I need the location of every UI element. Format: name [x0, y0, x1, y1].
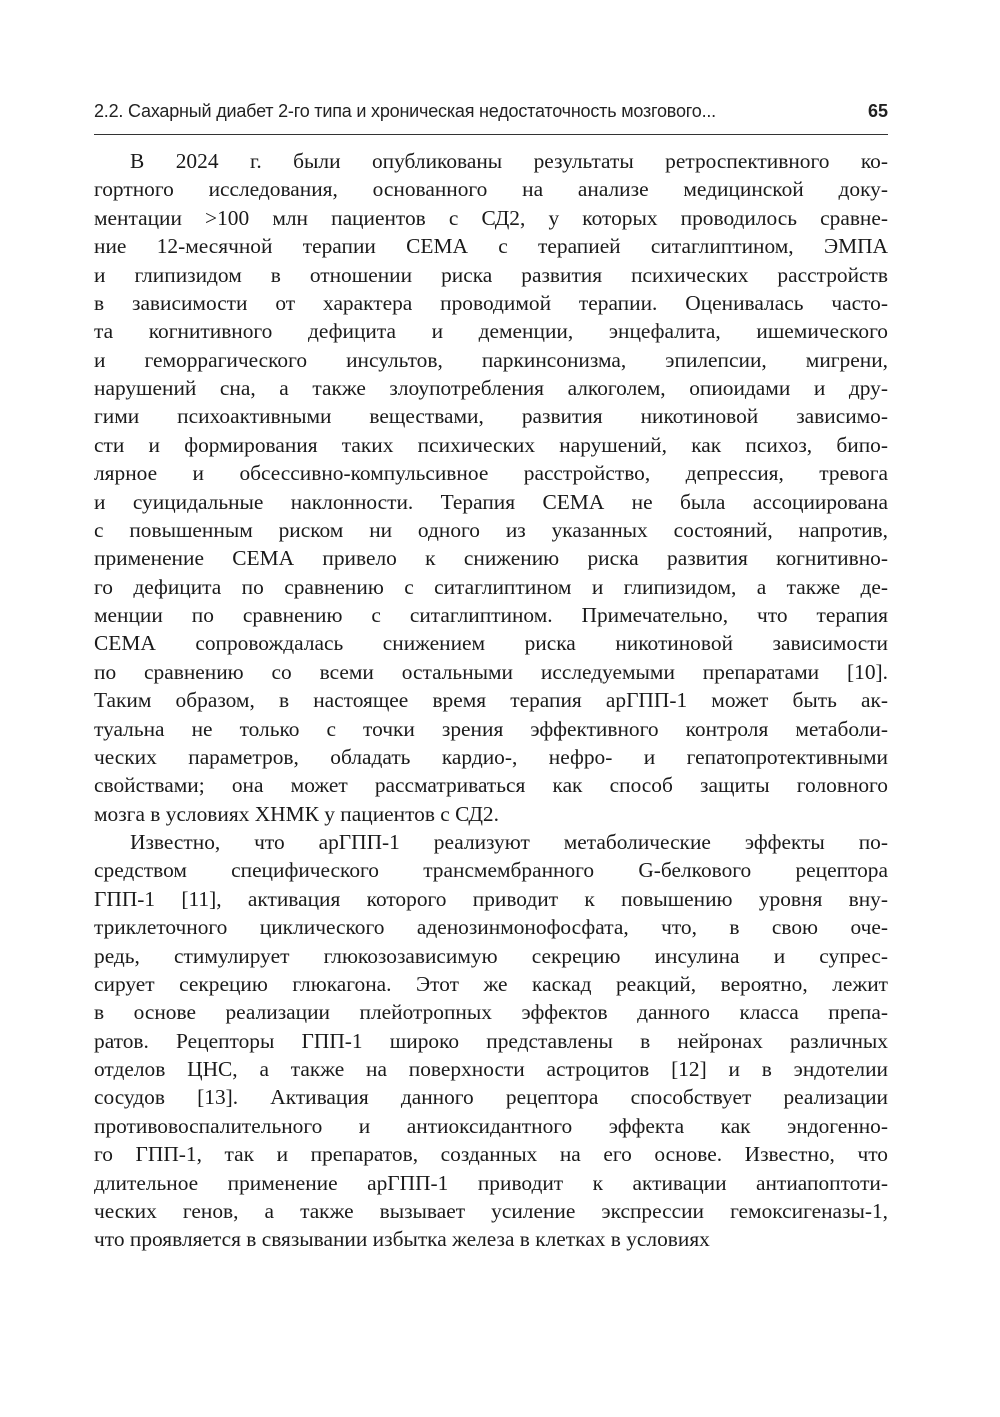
text-line: средством специфического трансмембранного G-белкового рецептора: [94, 858, 888, 883]
running-header: [94, 101, 888, 133]
text-line: применение СЕМА привело к снижению риска развития когнитивно-: [94, 546, 888, 571]
text-line: ратов. Рецепторы ГПП-1 широко представлены в нейронах различных: [94, 1028, 888, 1053]
page-body: [94, 147, 888, 1254]
text-line: сирует секрецию глюкагона. Этот же каскад реакций, вероятно, лежит: [94, 971, 888, 996]
text-line: отделов ЦНС, а также на поверхности астроцитов [12] и в эндотелии: [94, 1057, 888, 1081]
text-line: противовоспалительного и антиоксидантного эффекта как эндогенно-: [94, 1113, 888, 1138]
text-line: длительное применение арГПП-1 приводит к активации антиапоптоти-: [94, 1170, 888, 1195]
paragraph: [94, 147, 888, 828]
text-line: сосудов [13]. Активация данного рецептора способствует реализации: [94, 1085, 888, 1110]
text-line: с повышенным риском ни одного из указанных состояний, напротив,: [94, 517, 888, 542]
text-line: и геморрагического инсультов, паркинсонизма, эпилепсии, мигрени,: [94, 347, 888, 372]
text-line: го дефицита по сравнению с ситаглиптином и глипизидом, а также де-: [94, 574, 888, 599]
text-line: по сравнению со всеми остальными исследуемыми препаратами [10].: [94, 659, 888, 684]
text-line: в зависимости от характера проводимой терапии. Оценивалась часто-: [94, 290, 888, 315]
text-line: туальна не только с точки зрения эффективного контроля метаболи-: [94, 716, 888, 741]
text-line: что проявляется в связывании избытка железа в клетках в условиях: [94, 1227, 710, 1252]
text-line: редь, стимулирует глюкозозависимую секрецию инсулина и супрес-: [94, 943, 888, 968]
page-number: 65: [867, 101, 888, 121]
text-line: и суицидальные наклонности. Терапия СЕМА не была ассоциирована: [94, 489, 888, 514]
text-line: свойствами; она может рассматриваться как способ защиты головного: [94, 773, 888, 798]
text-line: ческих генов, а также вызывает усиление экспрессии гемоксигеназы-1,: [94, 1198, 888, 1223]
paragraph: [94, 828, 888, 1254]
text-line: нарушений сна, а также злоупотребления алкоголем, опиоидами и дру-: [94, 376, 888, 400]
text-line: мозга в условиях ХНМК у пациентов с СД2.: [94, 801, 499, 826]
text-line: ческих параметров, обладать кардио-, нефро- и гепатопротективными: [94, 744, 888, 769]
text-line: Известно, что арГПП-1 реализуют метаболические эффекты по-: [130, 830, 888, 854]
text-line: гими психоактивными веществами, развития никотиновой зависимо-: [94, 404, 888, 429]
text-line: та когнитивного дефицита и деменции, энцефалита, ишемического: [94, 319, 888, 344]
text-line: гортного исследования, основанного на анализе медицинской доку-: [94, 177, 888, 202]
text-line: лярное и обсессивно-компульсивное расстройство, депрессия, тревога: [94, 461, 888, 486]
text-line: менции по сравнению с ситаглиптином. Примечательно, что терапия: [94, 603, 888, 627]
text-line: и глипизидом в отношении риска развития психических расстройств: [94, 262, 888, 287]
text-line: ГПП-1 [11], активация которого приводит к повышению уровня вну-: [94, 886, 888, 911]
header-divider: [94, 134, 888, 135]
text-line: триклеточного циклического аденозинмонофосфата, что, в свою оче-: [94, 915, 888, 940]
text-line: В 2024 г. были опубликованы результаты ретроспективного ко-: [130, 149, 888, 173]
text-line: го ГПП-1, так и препаратов, созданных на его основе. Известно, что: [94, 1142, 888, 1167]
running-title: 2.2. Сахарный диабет 2-го типа и хроническая недостаточность мозгового...: [94, 101, 716, 121]
text-line: в основе реализации плейотропных эффектов данного класса препа-: [94, 1000, 888, 1025]
text-line: СЕМА сопровождалась снижением риска никотиновой зависимости: [94, 631, 888, 656]
text-line: Таким образом, в настоящее время терапия арГПП-1 может быть ак-: [94, 688, 888, 713]
text-line: ние 12-месячной терапии СЕМА с терапией ситаглиптином, ЭМПА: [94, 234, 888, 259]
text-line: сти и формирования таких психических нарушений, как психоз, бипо-: [94, 432, 888, 457]
text-line: ментации >100 млн пациентов с СД2, у которых проводилось сравне-: [94, 205, 888, 230]
